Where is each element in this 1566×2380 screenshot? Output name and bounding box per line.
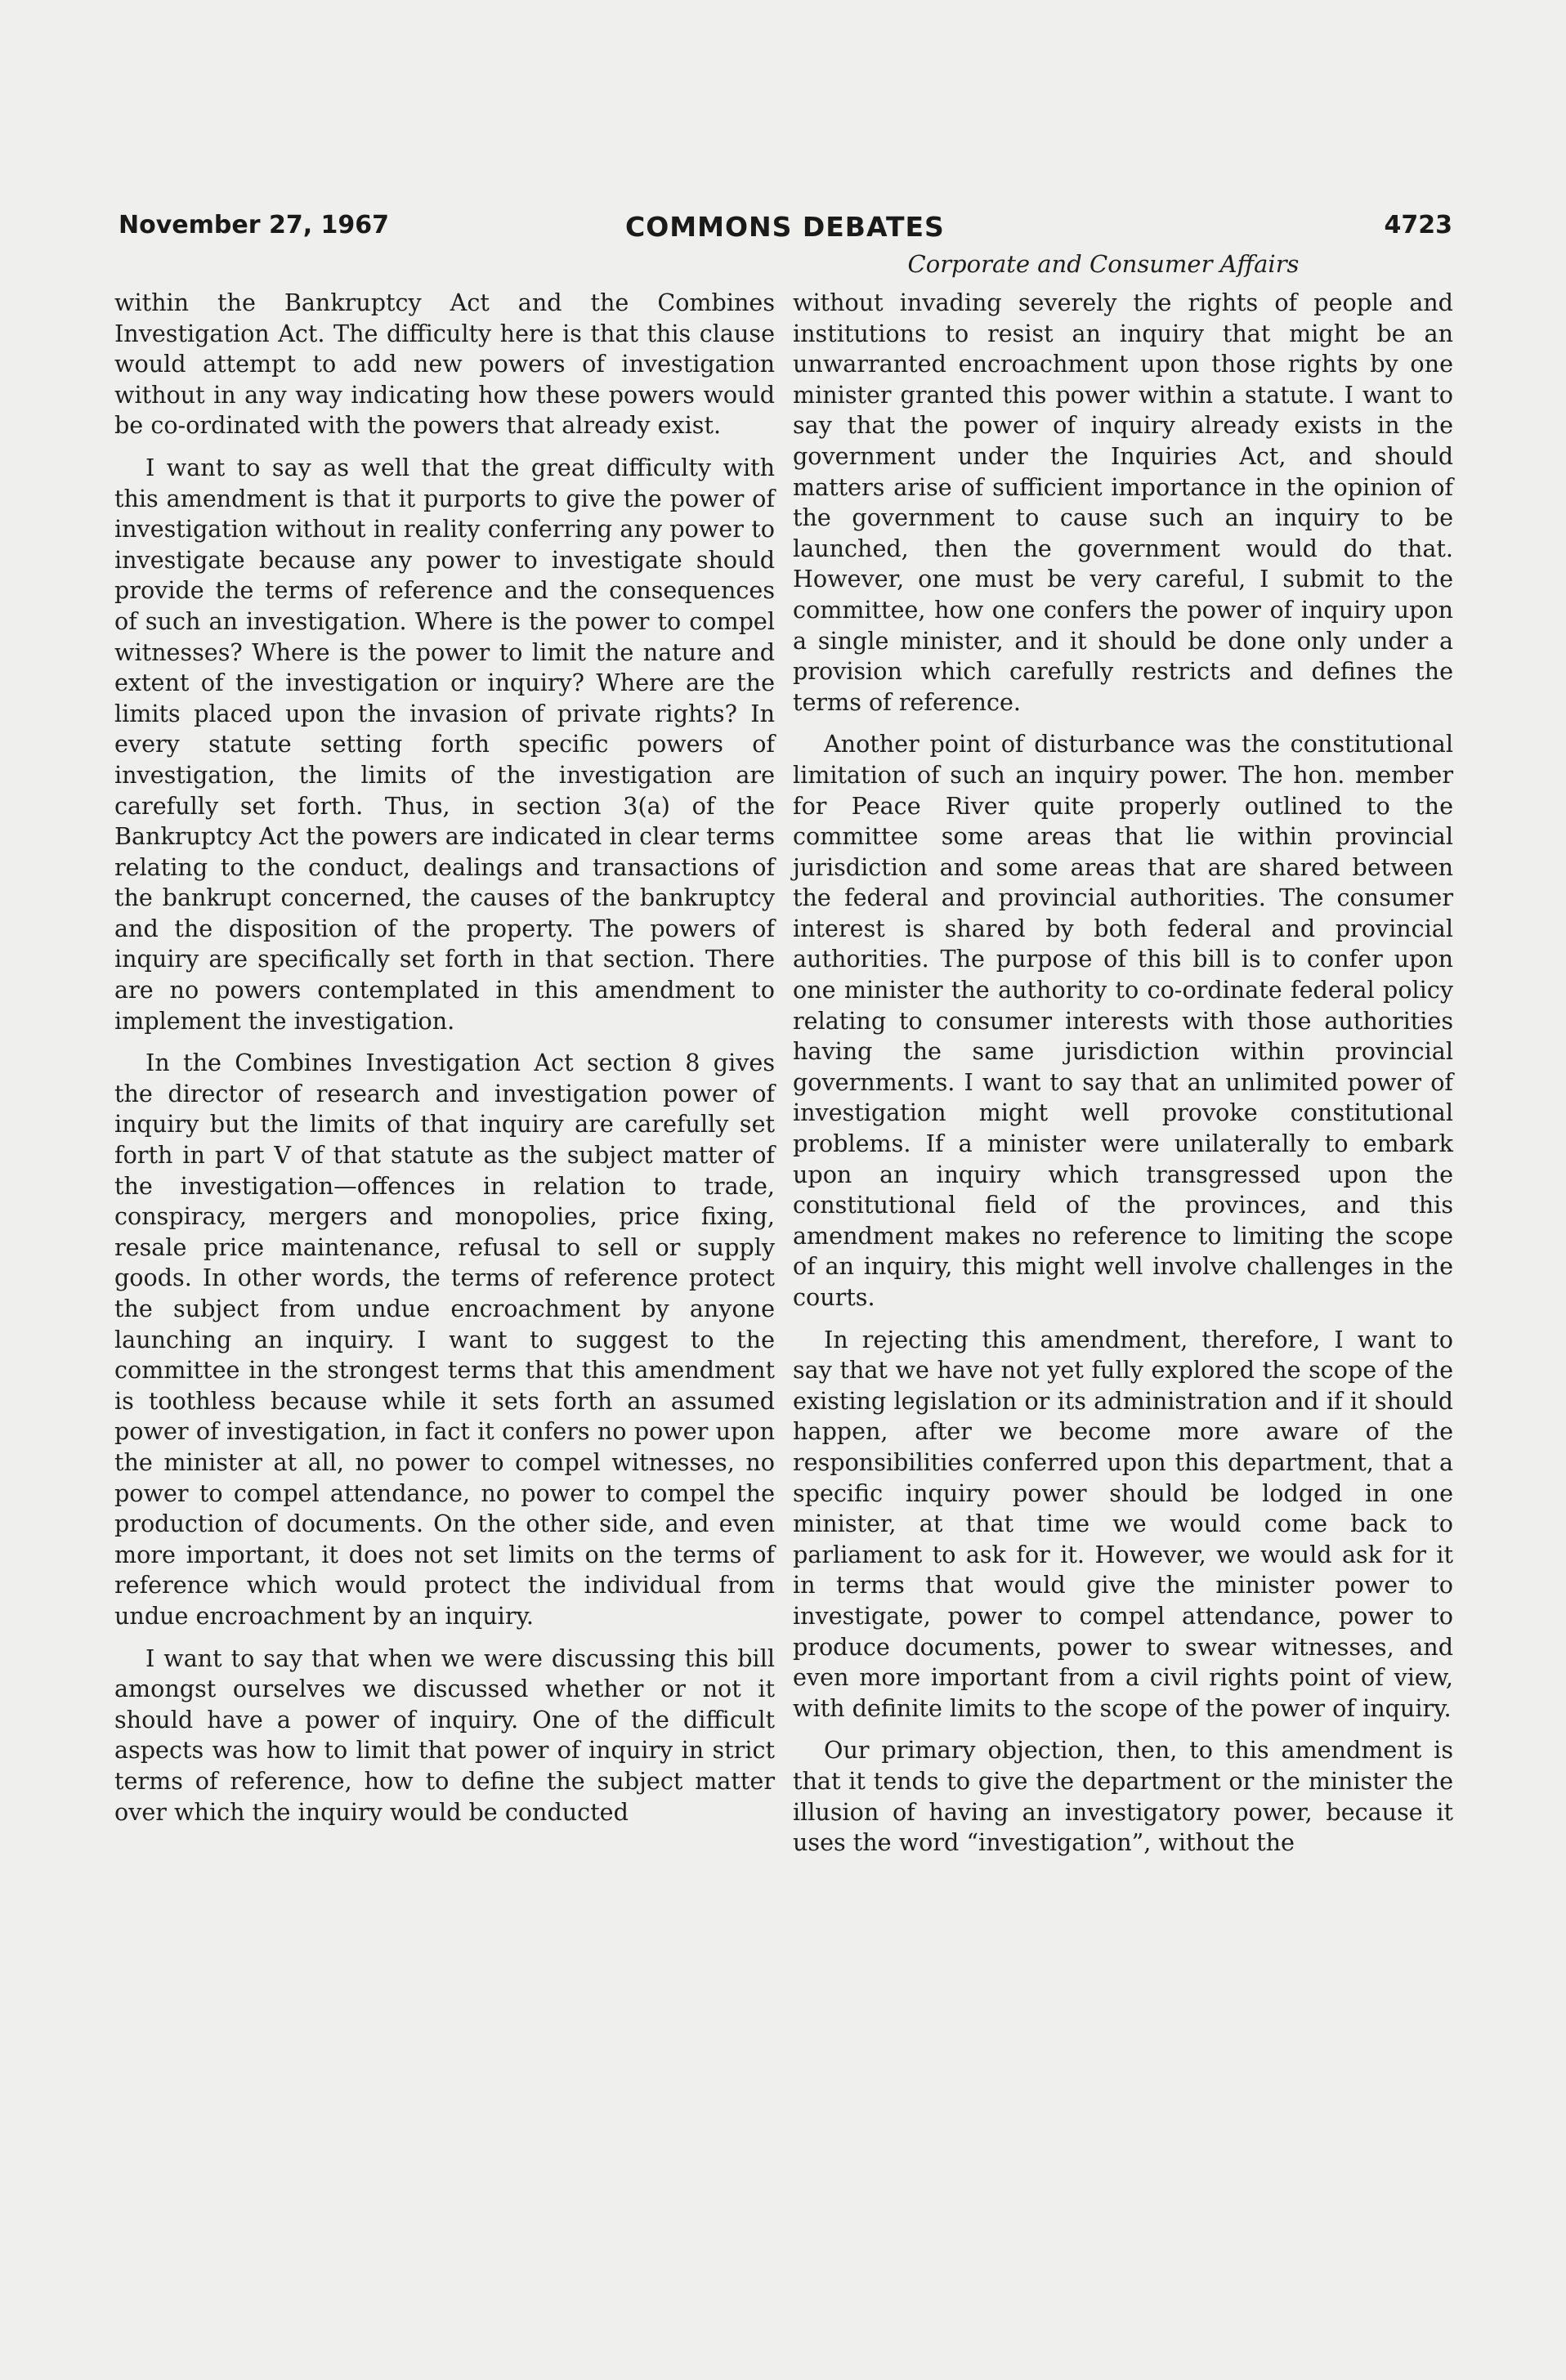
header-date: November 27, 1967 <box>119 211 390 239</box>
right-column <box>793 288 1453 1870</box>
paragraph: Our primary objection, then, to this amendment is that it tends to give the department or the minister the illusion of having an investigatory power, because it uses the word “investigation”, without the <box>793 1736 1453 1857</box>
paragraph: In the Combines Investigation Act section 8 gives the director of research and investigation power of inquiry but the limits of that inquiry are carefully set forth in part V of that statute as the subject matter of the investigation—offences in relation to trade, conspiracy, mergers and monopolies, price fixing, resale price maintenance, refusal to sell or supply goods. In other words, the terms of reference protect the subject from undue encroachment by anyone launching an inquiry. I want to suggest to the committee in the strongest terms that this amendment is toothless because while it sets forth an assumed power of investigation, in fact it confers no power upon the minister at all, no power to compel witnesses, no power to compel attendance, no power to compel the production of documents. On the other side, and even more important, it does not set limits on the terms of reference which would protect the individual from undue encroachment by an inquiry. <box>114 1049 775 1630</box>
paragraph: In rejecting this amendment, therefore, I want to say that we have not yet fully explored the scope of the existing legislation or its administration and if it should happen, after we become more aware of the responsibilities conferred upon this department, that a specific inquiry power should be lodged in one minister, at that time we would come back to parliament to ask for it. However, we would ask for it in terms that would give the minister power to investigate, power to compel attendance, power to produce documents, power to swear witnesses, and even more important from a civil rights point of view, with definite limits to the scope of the power of inquiry. <box>793 1325 1453 1722</box>
left-column <box>114 288 775 1839</box>
section-subheading: Corporate and Consumer Affairs <box>907 250 1300 278</box>
page-header <box>119 211 1452 247</box>
paragraph: Another point of disturbance was the constitutional limitation of such an inquiry power. The hon. member for Peace River quite properly outlined to the committee some areas that lie within provincial jurisdiction and some areas that are shared between the federal and provincial authorities. The consumer interest is shared by both federal and provincial authorities. The purpose of this bill is to confer upon one minister the authority to co-ordinate federal policy relating to consumer interests with those authorities having the same jurisdiction within provincial governments. I want to say that an unlimited power of investigation might well provoke constitutional problems. If a minister were unilaterally to embark upon an inquiry which transgressed upon the constitutional field of the provinces, and this amendment makes no reference to limiting the scope of an inquiry, this might well involve challenges in the courts. <box>793 730 1453 1311</box>
header-page-number: 4723 <box>1384 211 1452 239</box>
paragraph: within the Bankruptcy Act and the Combines Investigation Act. The difficulty here is that this clause would attempt to add new powers of investigation without in any way indicating how these powers would be co-ordinated with the powers that already exist. <box>114 289 775 440</box>
paragraph: I want to say as well that the great difficulty with this amendment is that it purports to give the power of investigation without in reality conferring any power to investigate because any power to investigate should provide the terms of reference and the consequences of such an investigation. Where is the power to compel witnesses? Where is the power to limit the nature and extent of the investigation or inquiry? Where are the limits placed upon the invasion of private rights? In every statute setting forth specific powers of investigation, the limits of the investigation are carefully set forth. Thus, in section 3(a) of the Bankruptcy Act the powers are indicated in clear terms relating to the conduct, dealings and transactions of the bankrupt concerned, the causes of the bankruptcy and the disposition of the property. The powers of inquiry are specifically set forth in that section. There are no powers contemplated in this amendment to implement the investigation. <box>114 453 775 1035</box>
paragraph: I want to say that when we were discussing this bill amongst ourselves we discussed whether or not it should have a power of inquiry. One of the difficult aspects was how to limit that power of inquiry in strict terms of reference, how to define the subject matter over which the inquiry would be conducted <box>114 1644 775 1826</box>
paragraph: without invading severely the rights of people and institutions to resist an inquiry that might be an unwarranted encroachment upon those rights by one minister granted this power within a statute. I want to say that the power of inquiry already exists in the government under the Inquiries Act, and should matters arise of sufficient importance in the opinion of the government to cause such an inquiry to be launched, then the government would do that. However, one must be very careful, I submit to the committee, how one confers the power of inquiry upon a single minister, and it should be done only under a provision which carefully restricts and defines the terms of reference. <box>793 289 1453 716</box>
header-title: COMMONS DEBATES <box>625 211 945 243</box>
